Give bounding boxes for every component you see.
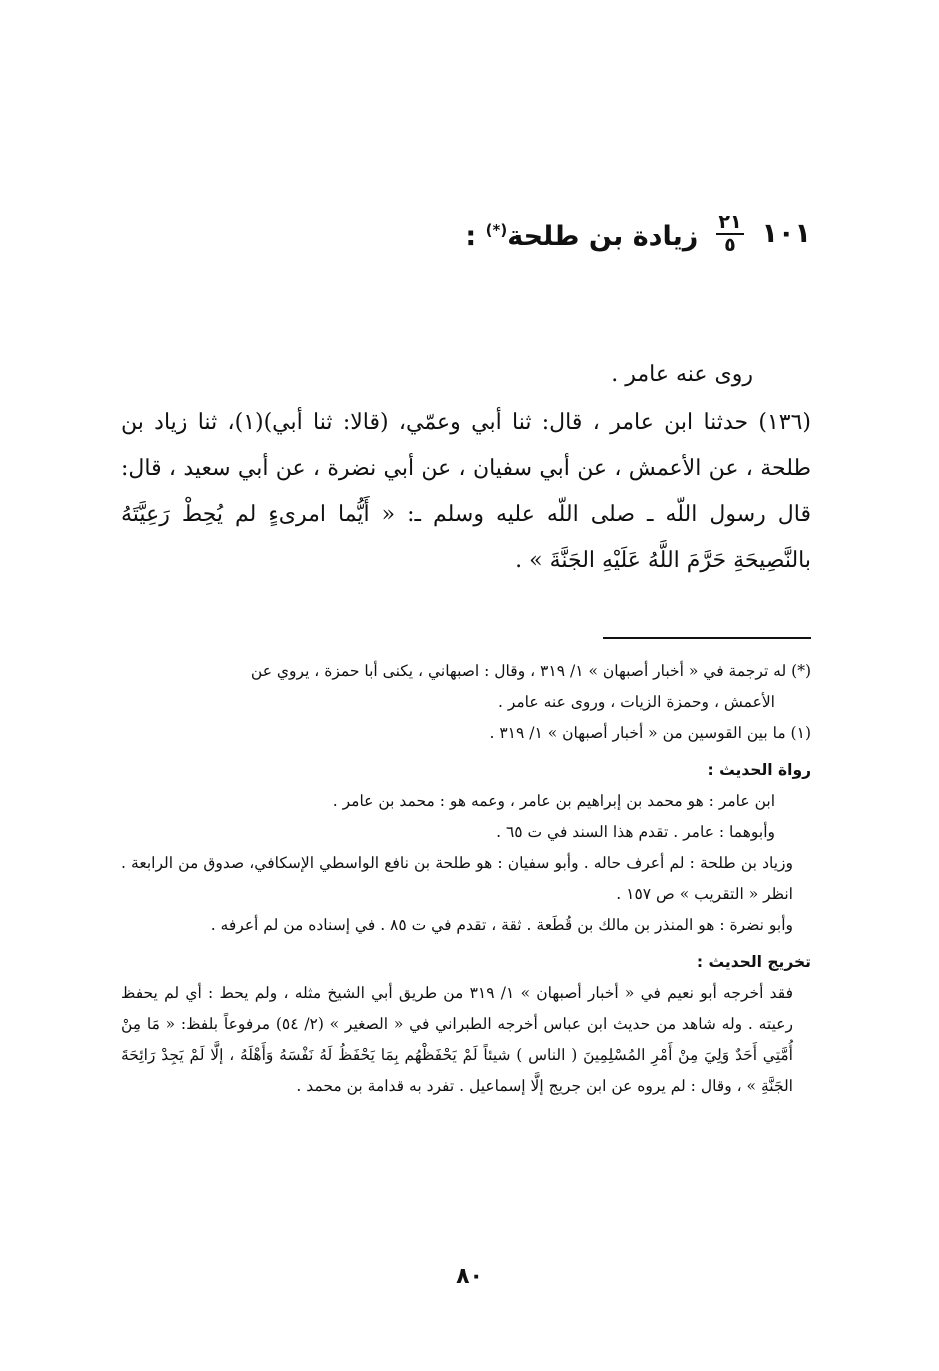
entry-number: ١٠١ — [761, 217, 811, 249]
page-number: ٨٠ — [456, 1264, 483, 1289]
entry-colon: : — [465, 221, 477, 252]
footnote-separator — [603, 637, 811, 639]
entry-title — [465, 210, 698, 257]
takhrij-text: فقد أخرجه أبو نعيم في « أخبار أصبهان » ١/ ٣١٩ من طريق أبي الشيخ مثله ، ولم يحط : أي لم يحفظ رعيته . وله شاهد من حديث ابن عباس أخرجه الطبراني في « الصغير » (٢/ ٥٤) مرفوعاً بلفظ: « مَا مِنْ أُمَّتِي أَحَدٌ وَلِيَ مِنْ أَمْرِ المُسْلِمِينَ ( الناس ) شيئاً لَمْ يَحْفَظْهُم بِمَا يَحْفَظُ لَهُ نَفْسَهُ وَأَهْلَهُ ، إلَّا لَمْ يَجِدْ رَائِحَةَ الجَنَّةِ » ، وقال : لم يروه عن ابن جريج إلَّا إسماعيل . تفرد به قدامة بن محمد . — [121, 984, 794, 1095]
takhrij-heading: تخريج الحديث : — [696, 953, 811, 971]
footnote-1: (١) ما بين القوسين من « أخبار أصبهان » ١/ ٣١٩ . — [489, 724, 811, 742]
narrator-line: روى عنه عامر . — [611, 362, 753, 387]
fraction-denominator: ٥ — [724, 233, 736, 256]
entry-fraction — [716, 210, 743, 256]
entry-title-text: زيادة بن طلحة — [507, 221, 699, 252]
entry-footnote-marker: (*) — [485, 221, 508, 239]
narrator-note: وزياد بن طلحة : لم أعرف حاله . وأبو سفيان : هو طلحة بن نافع الواسطي الإسكافي، صدوق من الرابعة . انظر « التقريب » ص ١٥٧ . — [121, 854, 793, 903]
star-footnote-line-2: الأعمش ، وحمزة الزيات ، وروى عنه عامر . — [497, 693, 775, 711]
entry-heading — [251, 210, 811, 257]
narrator-note: وأبو نضرة : هو المنذر بن مالك بن قُطَعة . ثقة ، تقدم في ت ٨٥ . في إسناده من لم أعرفه . — [210, 916, 793, 934]
star-footnote-line-1: (*) له ترجمة في « أخبار أصبهان » ١/ ٣١٩ ، وقال : اصبهاني ، يكنى أبا حمزة ، يروي عن — [250, 662, 811, 680]
narrator-note: وأبوهما : عامر . تقدم هذا السند في ت ٦٥ . — [496, 823, 775, 841]
narrators-heading: رواة الحديث : — [707, 761, 811, 779]
footnotes — [121, 656, 811, 1102]
fraction-numerator: ٢١ — [718, 210, 742, 233]
hadith-text — [121, 400, 811, 584]
narrator-note: ابن عامر : هو محمد بن إبراهيم بن عامر ، وعمه هو : محمد بن عامر . — [332, 792, 775, 810]
hadith-paragraph: (١٣٦) حدثنا ابن عامر ، قال: ثنا أبي وعمّي، (قالا: ثنا أبي)(١)، ثنا زياد بن طلحة ، عن الأعمش ، عن أبي سفيان ، عن أبي نضرة ، عن أبي سعيد ، قال: قال رسول اللّه ـ صلى اللّه عليه وسلم ـ: « أَيُّما امرىءٍ لم يُحِطْ رَعِيَّتَهُ بالنَّصِيحَةِ حَرَّمَ اللَّهُ عَلَيْهِ الجَنَّةَ » . — [121, 410, 811, 573]
